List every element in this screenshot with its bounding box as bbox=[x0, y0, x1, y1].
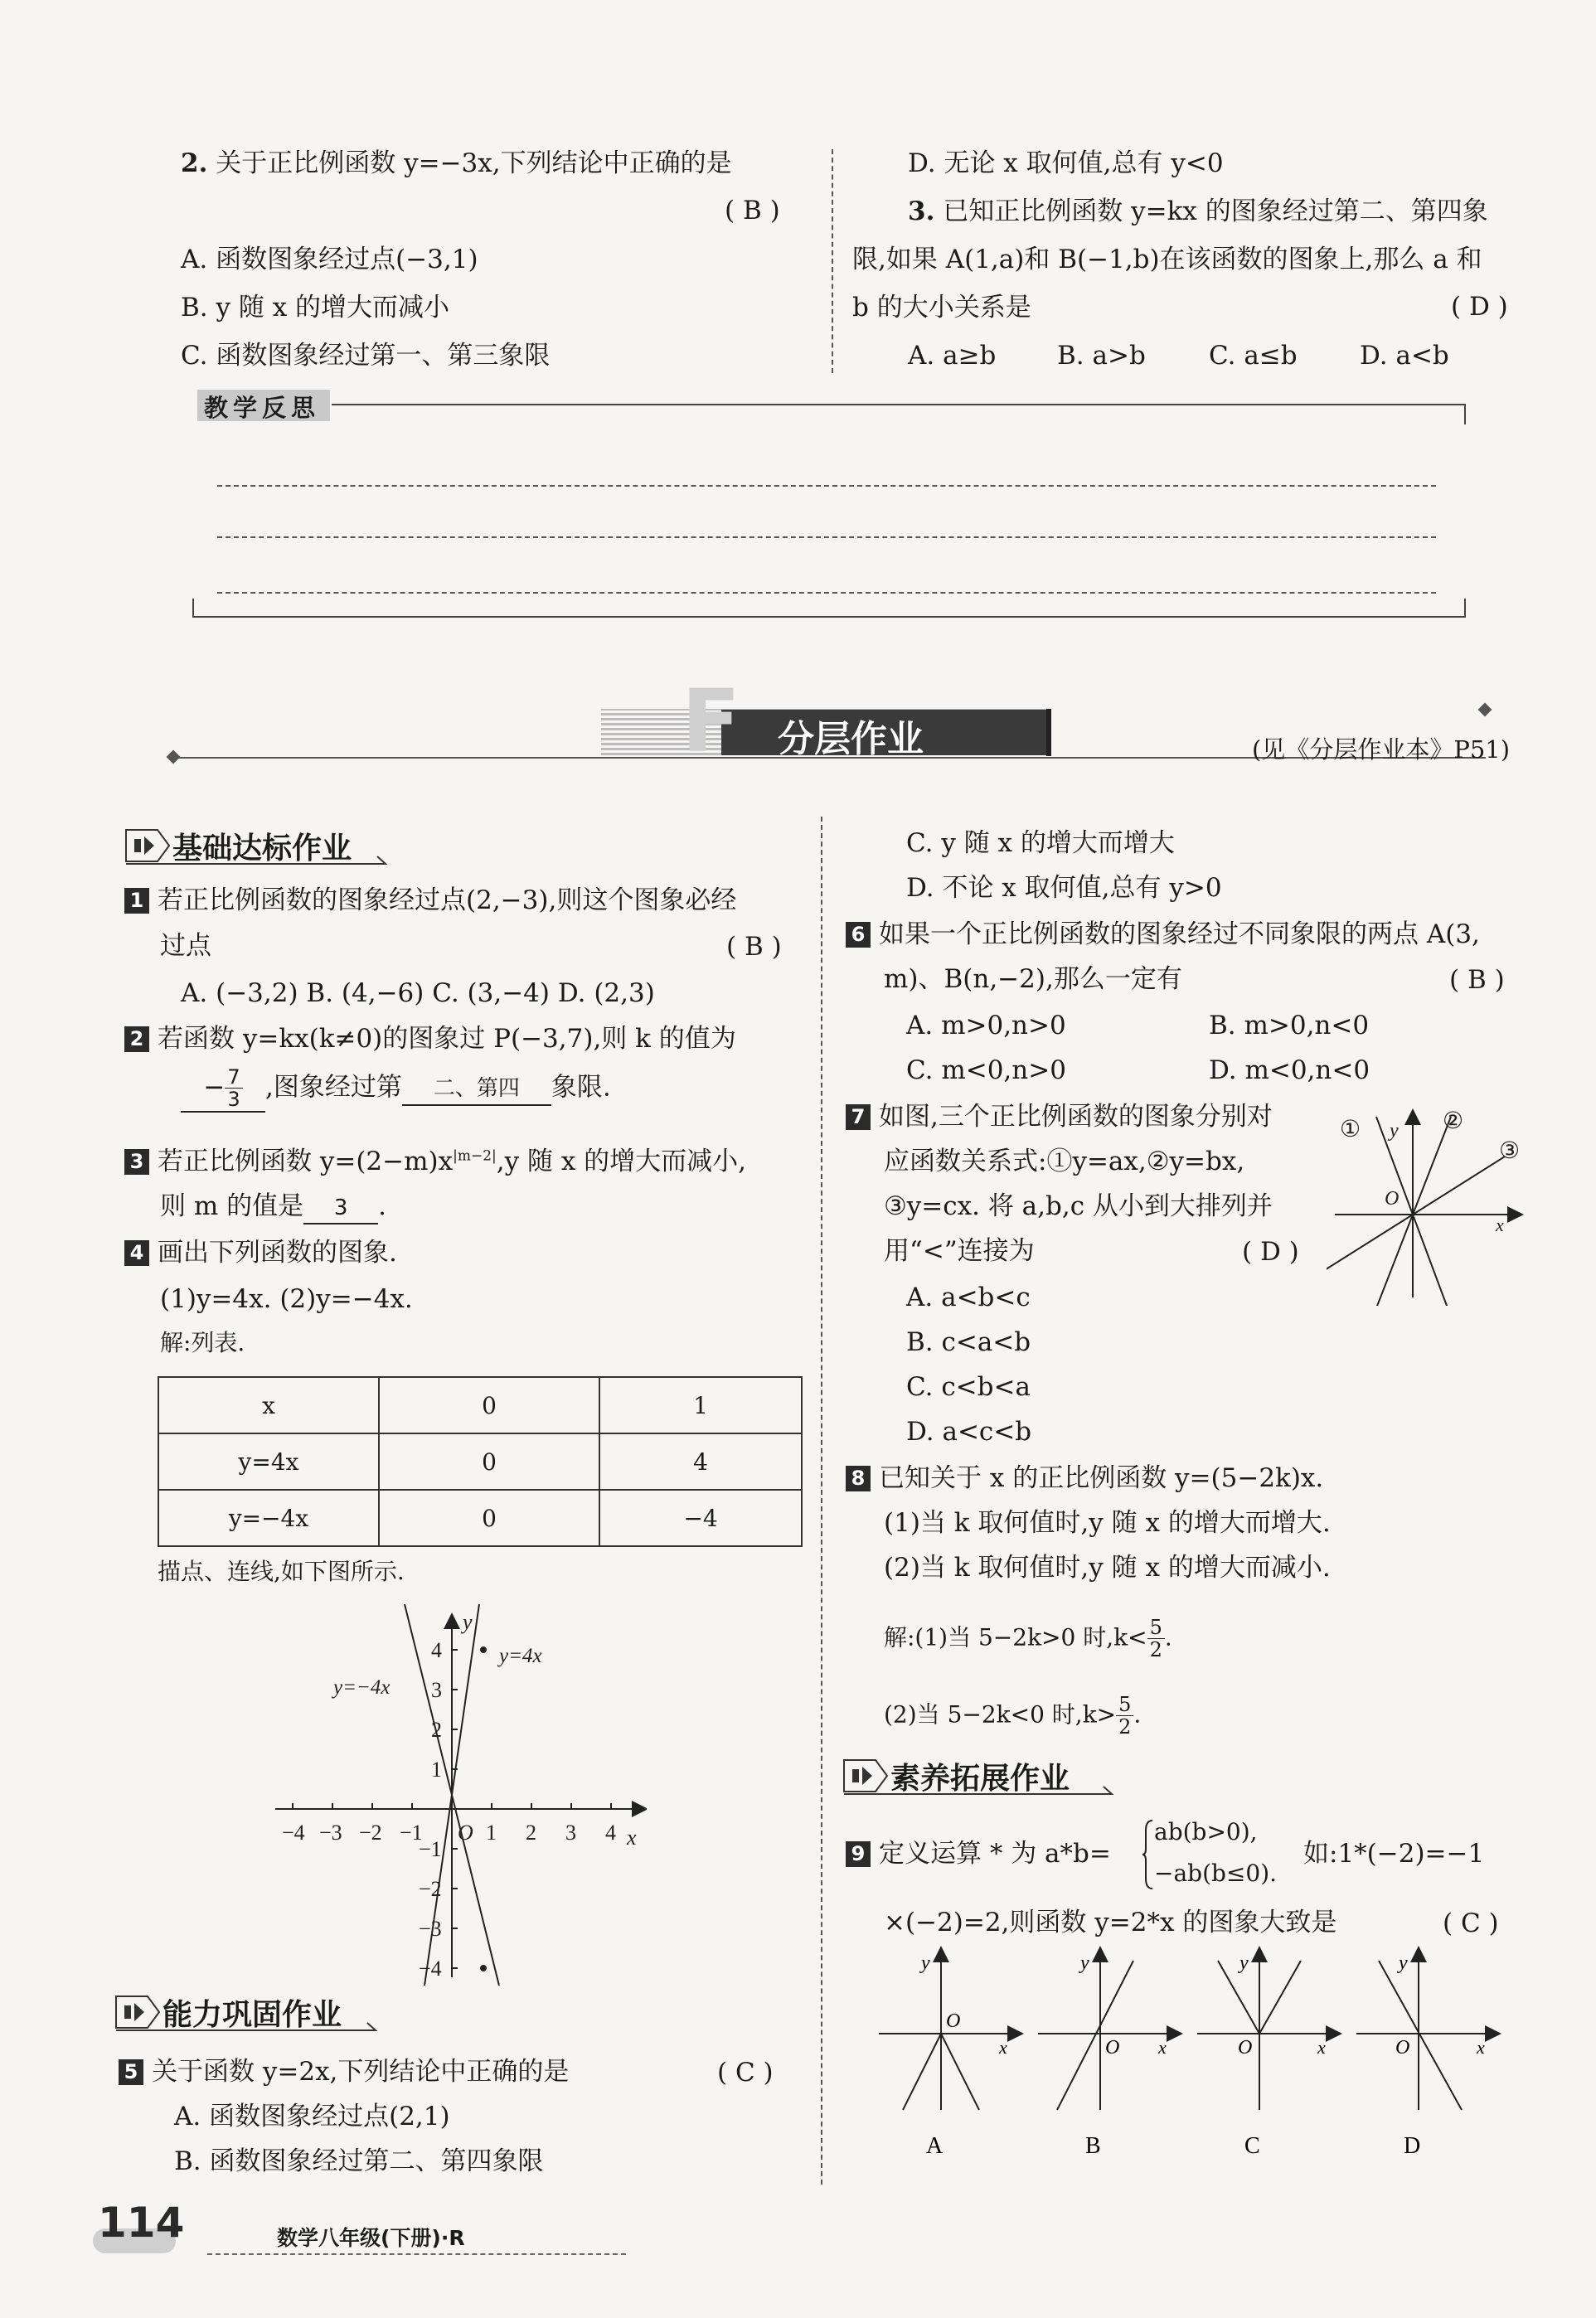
q6-answer: ( B ) bbox=[1449, 965, 1505, 995]
table-row bbox=[158, 1490, 802, 1546]
top-q3-option-d: D. a<b bbox=[1360, 341, 1449, 371]
q3-blank: 3 bbox=[303, 1193, 378, 1224]
q5-option-a: A. 函数图象经过点(2,1) bbox=[174, 2102, 450, 2131]
q5-option-c: C. y 随 x 的增大而增大 bbox=[906, 828, 1175, 858]
svg-text:x: x bbox=[1317, 2037, 1326, 2058]
q2-blank-quadrant: 二、第四 bbox=[402, 1074, 551, 1105]
q8-solution-2: (2)当 5−2k<0 时,k> $\frac{5}{2}$ . bbox=[884, 1693, 1142, 1739]
q9-choice-c: C bbox=[1244, 2133, 1260, 2159]
q9-brace bbox=[1142, 1819, 1152, 1890]
q9-number: 9 bbox=[846, 1841, 871, 1867]
section-extend-title: 素养拓展作业 bbox=[890, 1762, 1070, 1796]
svg-text:x: x bbox=[1477, 2037, 1485, 2058]
q9-stem: 9 定义运算 * 为 a*b= bbox=[846, 1836, 1111, 1872]
q4-value-table bbox=[158, 1376, 803, 1547]
q4-point bbox=[480, 1965, 487, 1971]
q4-sub: (1)y=4x. (2)y=−4x. bbox=[160, 1284, 413, 1314]
top-q3-line1: 3. 已知正比例函数 y=kx 的图象经过第二、第四象 bbox=[908, 196, 1488, 226]
reflection-right-tick bbox=[1464, 404, 1466, 424]
q5-option-b: B. 函数图象经过第二、第四象限 bbox=[174, 2146, 544, 2176]
q9-case-2: −ab(b≤0). bbox=[1154, 1860, 1278, 1887]
q8-sub1: (1)当 k 取何值时,y 随 x 的增大而增大. bbox=[884, 1508, 1331, 1538]
table-cell: 4 bbox=[599, 1433, 802, 1490]
table-cell: x bbox=[158, 1377, 379, 1433]
q4-xtick: −2 bbox=[359, 1821, 382, 1845]
q7-option-a: A. a<b<c bbox=[906, 1283, 1031, 1312]
q4-ytick: 2 bbox=[431, 1718, 442, 1742]
q7-y-label: y bbox=[1390, 1120, 1399, 1142]
table-cell: 0 bbox=[379, 1490, 599, 1546]
section-extend-header bbox=[842, 1755, 1116, 1797]
banner-reference: (见《分层作业本》P51) bbox=[1252, 735, 1511, 764]
table-cell: 0 bbox=[379, 1377, 599, 1433]
q7-answer: ( D ) bbox=[1242, 1237, 1299, 1267]
section-ability-header bbox=[114, 1991, 380, 2033]
reflection-line-3 bbox=[217, 592, 1436, 594]
q4-number: 4 bbox=[124, 1240, 149, 1266]
q4-ytick: 4 bbox=[431, 1638, 442, 1662]
q4-ytick: 1 bbox=[431, 1758, 442, 1782]
q5-option-d: D. 不论 x 取何值,总有 y>0 bbox=[906, 873, 1222, 903]
q4-point bbox=[480, 1646, 487, 1653]
q4-xtick: −3 bbox=[319, 1821, 342, 1845]
top-q2-option-b: B. y 随 x 的增大而减小 bbox=[181, 293, 450, 322]
table-cell: y=−4x bbox=[158, 1490, 379, 1546]
q4-xtick: −4 bbox=[282, 1821, 305, 1845]
column-divider-top bbox=[832, 149, 833, 373]
svg-text:y: y bbox=[1239, 1952, 1249, 1974]
q7-option-c: C. c<b<a bbox=[906, 1372, 1031, 1402]
q4-ytick: −4 bbox=[419, 1957, 442, 1981]
q7-label-1: ① bbox=[1340, 1117, 1361, 1142]
svg-text:O: O bbox=[1395, 2037, 1410, 2059]
q4-ytick: −2 bbox=[419, 1877, 442, 1901]
q8-stem: 8 已知关于 x 的正比例函数 y=(5−2k)x. bbox=[846, 1461, 1323, 1496]
q4-stem: 4 画出下列函数的图象. bbox=[124, 1235, 397, 1271]
q2-number: 2 bbox=[124, 1026, 149, 1052]
q6-option-c: C. m<0,n>0 bbox=[906, 1055, 1066, 1085]
top-q3-option-a: A. a≥b bbox=[908, 341, 997, 371]
table-cell: y=4x bbox=[158, 1433, 379, 1490]
q7-option-d: D. a<c<b bbox=[906, 1417, 1032, 1447]
q1-answer: ( B ) bbox=[726, 932, 782, 962]
q7-graph bbox=[1327, 1098, 1534, 1306]
section-basic-title: 基础达标作业 bbox=[172, 832, 352, 866]
q9-graphs bbox=[875, 1944, 1555, 2168]
reflection-top-line bbox=[332, 404, 1466, 405]
q2-answer-line: − $\frac{7}{3}$ ,图象经过第 二、第四 象限. bbox=[181, 1066, 611, 1113]
q7-stem: 7 如图,三个正比例函数的图象分别对 bbox=[846, 1099, 1273, 1135]
top-q2-option-d: D. 无论 x 取何值,总有 y<0 bbox=[908, 148, 1224, 178]
q3-line2: 则 m 的值是 3 . bbox=[160, 1189, 386, 1224]
reflection-bottom-line bbox=[192, 616, 1466, 618]
top-q2-answer: ( B ) bbox=[725, 196, 780, 225]
top-q3-option-b: B. a>b bbox=[1057, 341, 1146, 371]
q4-graph bbox=[265, 1604, 647, 1986]
q4-xtick: 1 bbox=[486, 1821, 497, 1845]
reflection-line-1 bbox=[217, 485, 1436, 487]
q1-stem: 1 若正比例函数的图象经过点(2,−3),则这个图象必经 bbox=[124, 883, 736, 919]
q6-option-b: B. m>0,n<0 bbox=[1209, 1011, 1370, 1040]
q4-xtick: 2 bbox=[526, 1821, 536, 1845]
banner-letter: F bbox=[682, 671, 741, 772]
svg-text:x: x bbox=[999, 2037, 1007, 2058]
q7-option-b: B. c<a<b bbox=[906, 1327, 1031, 1357]
section-ability-title: 能力巩固作业 bbox=[163, 1998, 342, 2032]
q9-stem-line2: ×(−2)=2,则函数 y=2*x 的图象大致是 bbox=[884, 1908, 1337, 1937]
q8-solution-1: 解:(1)当 5−2k>0 时,k< $\frac{5}{2}$ . bbox=[884, 1616, 1172, 1662]
q9-case-1: ab(b>0), bbox=[1154, 1818, 1258, 1845]
q1-options: A. (−3,2) B. (4,−6) C. (3,−4) D. (2,3) bbox=[181, 978, 655, 1008]
table-row bbox=[158, 1377, 802, 1433]
q8-number: 8 bbox=[846, 1466, 871, 1491]
q7-x-label: x bbox=[1496, 1215, 1504, 1235]
footer-page-number: 114 bbox=[98, 2199, 185, 2247]
table-cell: −4 bbox=[599, 1490, 802, 1546]
svg-text:y: y bbox=[921, 1952, 930, 1974]
q4-label-negative: y=−4x bbox=[333, 1676, 391, 1699]
table-row bbox=[158, 1433, 802, 1490]
q4-y-label: y bbox=[463, 1610, 473, 1634]
top-q3-option-c: C. a≤b bbox=[1209, 341, 1298, 371]
q9-choice-d: D bbox=[1404, 2133, 1421, 2159]
q4-solution-label: 解:列表. bbox=[160, 1329, 245, 1356]
q7-stem-line2: 应函数关系式:①y=ax,②y=bx, bbox=[884, 1147, 1245, 1176]
svg-text:y: y bbox=[1080, 1952, 1089, 1974]
q9-graph-d bbox=[1356, 1952, 1493, 2159]
q5-answer: ( C ) bbox=[717, 2058, 774, 2088]
svg-text:O: O bbox=[946, 2010, 961, 2032]
footer-book-title: 数学八年级(下册)·R bbox=[277, 2226, 465, 2250]
banner-title: 分层作业 bbox=[778, 718, 924, 760]
q3-number: 3 bbox=[124, 1149, 149, 1175]
banner-end-bar bbox=[1046, 709, 1051, 756]
q9-answer: ( C ) bbox=[1443, 1908, 1499, 1938]
q6-option-d: D. m<0,n<0 bbox=[1209, 1055, 1370, 1085]
footer-line bbox=[207, 2253, 626, 2255]
q7-label-2: ② bbox=[1443, 1108, 1464, 1134]
q4-xtick: −1 bbox=[400, 1821, 423, 1845]
q6-number: 6 bbox=[846, 922, 871, 948]
q4-ytick: 3 bbox=[431, 1678, 442, 1702]
table-cell: 0 bbox=[379, 1433, 599, 1490]
svg-text:x: x bbox=[1158, 2037, 1167, 2058]
q2-stem: 2 若函数 y=kx(k≠0)的图象过 P(−3,7),则 k 的值为 bbox=[124, 1021, 736, 1057]
q4-label-positive: y=4x bbox=[499, 1645, 542, 1667]
column-divider-main bbox=[821, 817, 822, 2185]
q1-stem-line2: 过点 bbox=[160, 931, 211, 961]
q4-x-label: x bbox=[627, 1826, 637, 1850]
top-q3-answer: ( D ) bbox=[1451, 292, 1508, 322]
q7-stem-line3: ③y=cx. 将 a,b,c 从小到大排列并 bbox=[884, 1191, 1273, 1221]
banner-diamond-right bbox=[1478, 703, 1492, 717]
top-q2-stem: 2. 关于正比例函数 y=−3x,下列结论中正确的是 bbox=[181, 148, 732, 178]
q5-number: 5 bbox=[119, 2059, 143, 2085]
q9-graph-c bbox=[1197, 1952, 1334, 2159]
q6-stem: 6 如果一个正比例函数的图象经过不同象限的两点 A(3, bbox=[846, 917, 1480, 953]
q9-graph-a bbox=[879, 1952, 1016, 2159]
q7-number: 7 bbox=[846, 1104, 871, 1130]
reflection-left-tick bbox=[192, 599, 194, 617]
q9-graph-b bbox=[1038, 1952, 1175, 2159]
q4-xtick: 4 bbox=[605, 1821, 616, 1845]
reflection-line-2 bbox=[217, 536, 1436, 538]
top-q2-option-a: A. 函数图象经过点(−3,1) bbox=[181, 245, 478, 274]
q4-xtick: 3 bbox=[565, 1821, 576, 1845]
q7-stem-line4: 用“<”连接为 bbox=[884, 1236, 1035, 1266]
reflection-title: 教学反思 bbox=[204, 394, 321, 422]
section-basic-header bbox=[124, 825, 390, 866]
q4-after-text: 描点、连线,如下图所示. bbox=[158, 1558, 405, 1585]
svg-text:O: O bbox=[1105, 2037, 1120, 2059]
q6-option-a: A. m>0,n>0 bbox=[906, 1011, 1066, 1040]
q3-stem: 3 若正比例函数 $y=(2-m)x^{|m-2|},y$ 随 x 的增大而减小, bbox=[124, 1144, 746, 1180]
q9-choice-a: A bbox=[926, 2133, 944, 2159]
q7-label-3: ③ bbox=[1499, 1138, 1521, 1164]
q4-ytick: −3 bbox=[419, 1917, 442, 1941]
q9-choice-b: B bbox=[1085, 2133, 1101, 2159]
q8-sub2: (2)当 k 取何值时,y 随 x 的增大而减小. bbox=[884, 1553, 1331, 1583]
q4-origin: O bbox=[458, 1821, 473, 1845]
top-q2-option-c: C. 函数图象经过第一、第三象限 bbox=[181, 341, 551, 371]
banner-diamond-left bbox=[167, 750, 181, 764]
svg-text:y: y bbox=[1399, 1952, 1408, 1974]
svg-text:O: O bbox=[1238, 2037, 1253, 2059]
q7-origin: O bbox=[1385, 1188, 1400, 1210]
q5-stem: 5 关于函数 y=2x,下列结论中正确的是 bbox=[119, 2054, 569, 2090]
q4-ytick: −1 bbox=[419, 1837, 442, 1861]
q6-stem-line2: m)、B(n,−2),那么一定有 bbox=[884, 964, 1182, 994]
q2-blank-k: − $\frac{7}{3}$ bbox=[181, 1066, 265, 1113]
table-cell: 1 bbox=[599, 1377, 802, 1433]
q9-stem-example: 如:1*(−2)=−1 bbox=[1303, 1839, 1485, 1869]
q1-number: 1 bbox=[124, 888, 149, 914]
top-q3-line3: b 的大小关系是 bbox=[852, 293, 1031, 322]
reflection-right-tick-bottom bbox=[1464, 599, 1466, 617]
top-q3-line2: 限,如果 A(1,a)和 B(−1,b)在该函数的图象上,那么 a 和 bbox=[852, 245, 1482, 274]
